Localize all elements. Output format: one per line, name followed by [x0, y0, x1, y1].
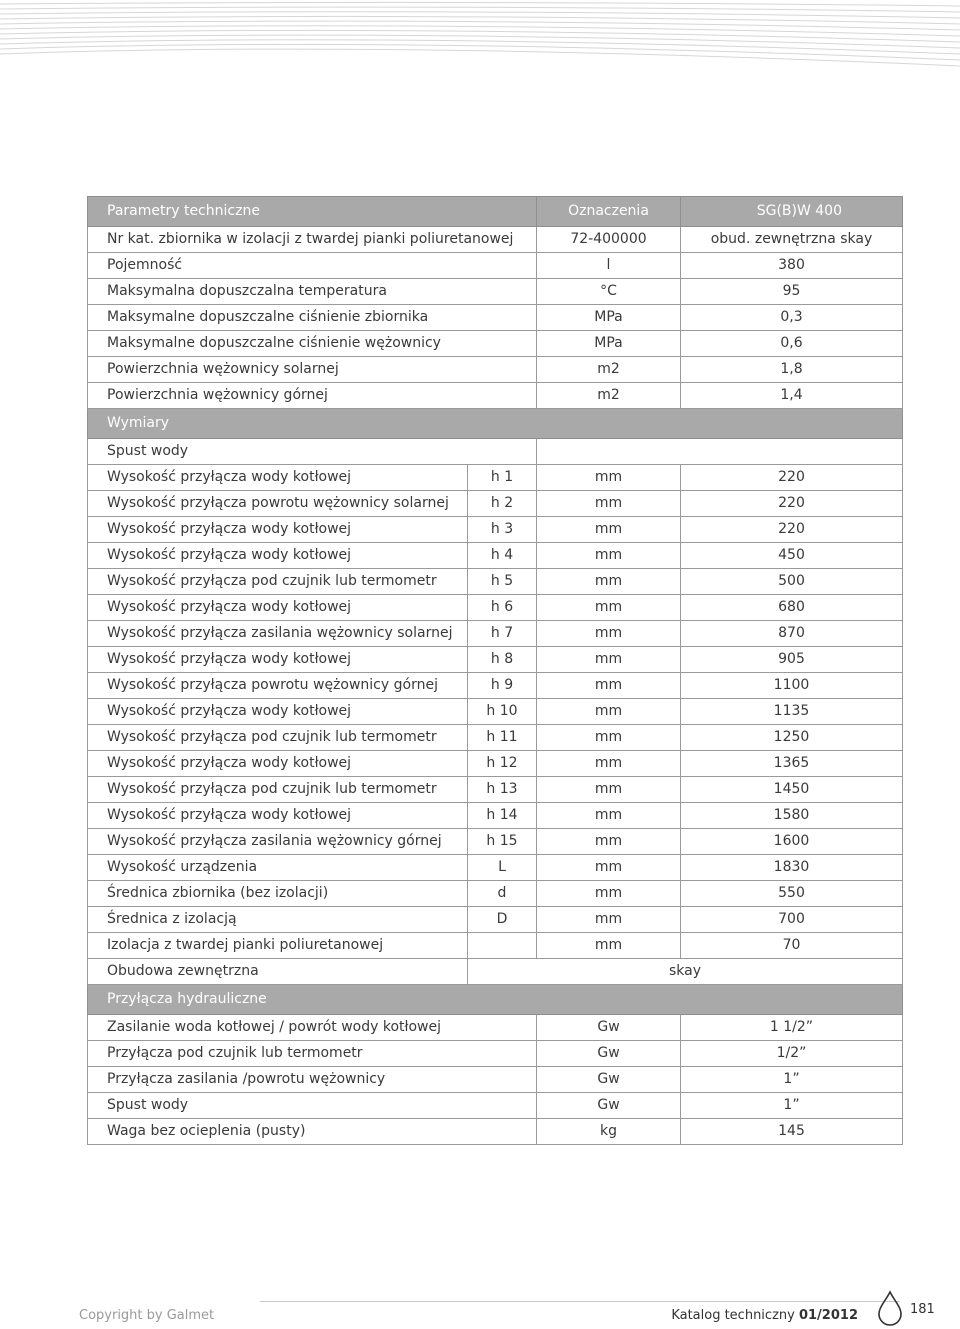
water-drop-icon: [876, 1290, 904, 1326]
row-value: 1”: [681, 1093, 903, 1119]
row-symbol: h 4: [468, 543, 537, 569]
row-label: Wysokość przyłącza wody kotłowej: [88, 803, 468, 829]
row-symbol: h 12: [468, 751, 537, 777]
table-row: [88, 1093, 903, 1119]
row-unit: mm: [537, 751, 681, 777]
header-designation: Oznaczenia: [537, 197, 681, 227]
row-value: 1/2”: [681, 1041, 903, 1067]
table-row: [88, 933, 903, 959]
row-value: 1600: [681, 829, 903, 855]
row-label: Przyłącza pod czujnik lub termometr: [88, 1041, 537, 1067]
section-header-dimensions: [88, 409, 903, 439]
table-row: [88, 357, 903, 383]
catalog-issue: 01/2012: [798, 1308, 858, 1323]
row-unit: l: [537, 253, 681, 279]
row-value: 550: [681, 881, 903, 907]
row-value: 70: [681, 933, 903, 959]
table-row: [88, 647, 903, 673]
row-label: Wysokość urządzenia: [88, 855, 468, 881]
row-label: Wysokość przyłącza wody kotłowej: [88, 699, 468, 725]
row-unit: mm: [537, 933, 681, 959]
row-value: 680: [681, 595, 903, 621]
row-symbol: h 7: [468, 621, 537, 647]
row-symbol: h 11: [468, 725, 537, 751]
row-value: 95: [681, 279, 903, 305]
row-value: 1 1/2”: [681, 1015, 903, 1041]
row-label: Wysokość przyłącza powrotu wężownicy górnej: [88, 673, 468, 699]
row-symbol: h 6: [468, 595, 537, 621]
drain-empty-cell: [537, 439, 903, 465]
row-symbol: h 14: [468, 803, 537, 829]
copyright-text: Copyright by Galmet: [79, 1308, 215, 1323]
table-header-row: [88, 197, 903, 227]
row-value: 220: [681, 491, 903, 517]
row-value: 1,8: [681, 357, 903, 383]
row-unit: mm: [537, 465, 681, 491]
row-symbol: h 2: [468, 491, 537, 517]
row-value: 905: [681, 647, 903, 673]
row-label: Wysokość przyłącza pod czujnik lub termometr: [88, 725, 468, 751]
row-unit: mm: [537, 517, 681, 543]
row-symbol: [468, 933, 537, 959]
row-unit: mm: [537, 803, 681, 829]
row-value: 700: [681, 907, 903, 933]
row-unit: mm: [537, 777, 681, 803]
row-value: 1450: [681, 777, 903, 803]
row-value: 145: [681, 1119, 903, 1145]
row-unit: Gw: [537, 1067, 681, 1093]
row-unit: mm: [537, 855, 681, 881]
row-symbol: h 15: [468, 829, 537, 855]
table-row: [88, 673, 903, 699]
row-label: Przyłącza zasilania /powrotu wężownicy: [88, 1067, 537, 1093]
row-value: 500: [681, 569, 903, 595]
row-symbol: h 8: [468, 647, 537, 673]
row-label: Wysokość przyłącza wody kotłowej: [88, 595, 468, 621]
table-row: [88, 803, 903, 829]
catalog-title: Katalog techniczny: [671, 1308, 795, 1323]
row-label: Średnica zbiornika (bez izolacji): [88, 881, 468, 907]
table-row: [88, 855, 903, 881]
row-symbol: h 5: [468, 569, 537, 595]
row-label: Maksymalna dopuszczalna temperatura: [88, 279, 537, 305]
row-value: 0,3: [681, 305, 903, 331]
header-model: SG(B)W 400: [681, 197, 903, 227]
row-label: Wysokość przyłącza zasilania wężownicy solarnej: [88, 621, 468, 647]
row-value: 1250: [681, 725, 903, 751]
row-symbol: h 3: [468, 517, 537, 543]
table-row: [88, 1119, 903, 1145]
decorative-wave-lines: [0, 0, 960, 80]
row-unit: mm: [537, 647, 681, 673]
row-value: obud. zewnętrzna skay: [681, 227, 903, 253]
table-row: [88, 829, 903, 855]
table-row: [88, 959, 903, 985]
row-value: 1365: [681, 751, 903, 777]
row-value: 1,4: [681, 383, 903, 409]
table-row: [88, 305, 903, 331]
table-row: [88, 543, 903, 569]
row-value: 870: [681, 621, 903, 647]
housing-value: skay: [468, 959, 903, 985]
table-row: [88, 699, 903, 725]
table-row: [88, 751, 903, 777]
table-row: [88, 777, 903, 803]
row-unit: Gw: [537, 1093, 681, 1119]
row-label: Wysokość przyłącza zasilania wężownicy górnej: [88, 829, 468, 855]
table-row: [88, 279, 903, 305]
row-unit: Gw: [537, 1015, 681, 1041]
section-title-hydraulic: Przyłącza hydrauliczne: [88, 985, 903, 1015]
row-value: 1830: [681, 855, 903, 881]
row-symbol: h 13: [468, 777, 537, 803]
row-symbol: L: [468, 855, 537, 881]
row-label: Waga bez ocieplenia (pusty): [88, 1119, 537, 1145]
row-unit: mm: [537, 725, 681, 751]
page-number: 181: [910, 1302, 935, 1317]
row-value: 1580: [681, 803, 903, 829]
row-symbol: h 9: [468, 673, 537, 699]
technical-parameters-table: [87, 196, 903, 1145]
row-label: Maksymalne dopuszczalne ciśnienie wężownicy: [88, 331, 537, 357]
row-label: Powierzchnia wężownicy solarnej: [88, 357, 537, 383]
general-section: [88, 227, 903, 409]
table-row: [88, 1067, 903, 1093]
row-label: Wysokość przyłącza wody kotłowej: [88, 751, 468, 777]
header-parameters: Parametry techniczne: [88, 197, 537, 227]
row-value: 1”: [681, 1067, 903, 1093]
row-value: 0,6: [681, 331, 903, 357]
footer-divider: [260, 1301, 900, 1302]
table-row: [88, 253, 903, 279]
row-value: 220: [681, 517, 903, 543]
row-label: Spust wody: [88, 1093, 537, 1119]
table-row: [88, 465, 903, 491]
row-value: 380: [681, 253, 903, 279]
section-title-dimensions: Wymiary: [88, 409, 903, 439]
row-unit: 72-400000: [537, 227, 681, 253]
dimensions-section: [88, 465, 903, 959]
section-header-hydraulic: [88, 985, 903, 1015]
row-label: Zasilanie woda kotłowej / powrót wody kotłowej: [88, 1015, 537, 1041]
row-label: Izolacja z twardej pianki poliuretanowej: [88, 933, 468, 959]
table-row: [88, 595, 903, 621]
row-unit: mm: [537, 907, 681, 933]
row-label: Maksymalne dopuszczalne ciśnienie zbiornika: [88, 305, 537, 331]
table-row: [88, 227, 903, 253]
row-symbol: h 10: [468, 699, 537, 725]
row-unit: kg: [537, 1119, 681, 1145]
row-label: Wysokość przyłącza wody kotłowej: [88, 647, 468, 673]
row-label: Wysokość przyłącza wody kotłowej: [88, 517, 468, 543]
row-value: 450: [681, 543, 903, 569]
row-unit: mm: [537, 621, 681, 647]
row-value: 1135: [681, 699, 903, 725]
row-unit: MPa: [537, 331, 681, 357]
row-label: Pojemność: [88, 253, 537, 279]
row-unit: mm: [537, 569, 681, 595]
row-value: 1100: [681, 673, 903, 699]
row-label: Wysokość przyłącza wody kotłowej: [88, 543, 468, 569]
table-row: [88, 725, 903, 751]
row-value: 220: [681, 465, 903, 491]
row-label: Średnica z izolacją: [88, 907, 468, 933]
row-unit: MPa: [537, 305, 681, 331]
row-unit: mm: [537, 491, 681, 517]
catalog-label: [671, 1308, 858, 1323]
row-unit: m2: [537, 383, 681, 409]
table-row: [88, 1041, 903, 1067]
table-row: [88, 569, 903, 595]
row-unit: mm: [537, 595, 681, 621]
row-unit: mm: [537, 543, 681, 569]
table-row: [88, 331, 903, 357]
table-row: [88, 517, 903, 543]
row-symbol: D: [468, 907, 537, 933]
table-row: [88, 1015, 903, 1041]
row-symbol: h 1: [468, 465, 537, 491]
row-symbol: d: [468, 881, 537, 907]
row-label: Wysokość przyłącza pod czujnik lub termometr: [88, 569, 468, 595]
row-unit: mm: [537, 699, 681, 725]
row-unit: mm: [537, 673, 681, 699]
row-label: Wysokość przyłącza wody kotłowej: [88, 465, 468, 491]
drain-label: Spust wody: [88, 439, 537, 465]
row-label: Wysokość przyłącza pod czujnik lub termometr: [88, 777, 468, 803]
row-unit: mm: [537, 829, 681, 855]
table-row: [88, 881, 903, 907]
table-row: [88, 907, 903, 933]
table-row: [88, 621, 903, 647]
table-row: [88, 491, 903, 517]
row-label: Wysokość przyłącza powrotu wężownicy solarnej: [88, 491, 468, 517]
row-unit: mm: [537, 881, 681, 907]
housing-label: Obudowa zewnętrzna: [88, 959, 468, 985]
table-row: [88, 383, 903, 409]
hydraulic-section: [88, 1015, 903, 1145]
row-unit: Gw: [537, 1041, 681, 1067]
row-label: Powierzchnia wężownicy górnej: [88, 383, 537, 409]
row-unit: °C: [537, 279, 681, 305]
table-row: [88, 439, 903, 465]
row-unit: m2: [537, 357, 681, 383]
row-label: Nr kat. zbiornika w izolacji z twardej pianki poliuretanowej: [88, 227, 537, 253]
